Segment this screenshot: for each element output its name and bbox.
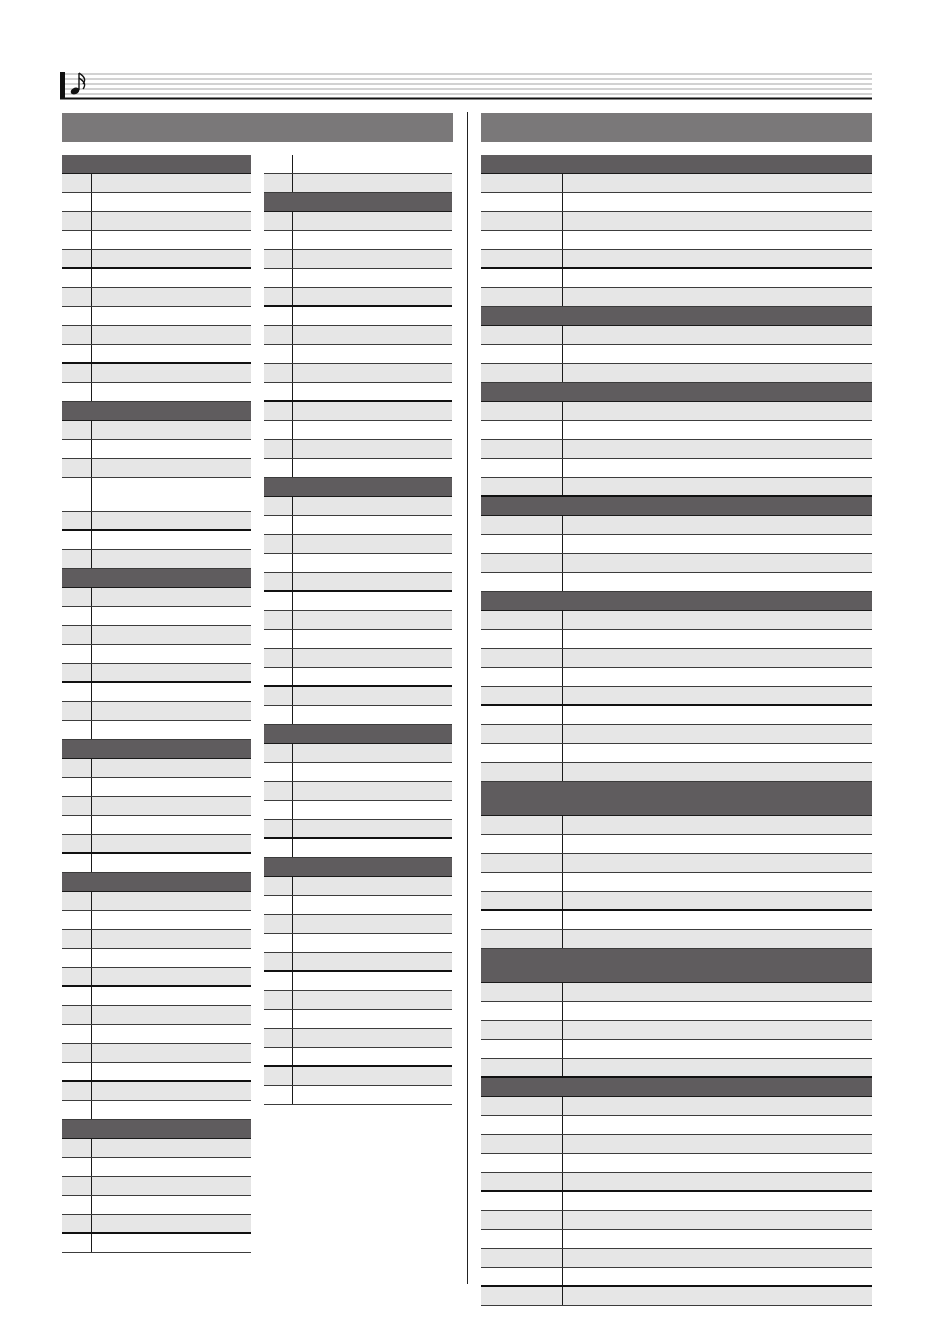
section-band xyxy=(481,782,872,816)
table-row xyxy=(481,1211,872,1230)
table-row xyxy=(62,1177,251,1196)
table-row xyxy=(481,1135,872,1154)
table-row xyxy=(62,816,251,835)
table-row xyxy=(62,421,251,440)
table-row xyxy=(481,1097,872,1116)
table-row xyxy=(481,1268,872,1287)
table-row xyxy=(481,816,872,835)
table-row xyxy=(264,668,452,687)
table-row xyxy=(481,983,872,1002)
table-row xyxy=(481,193,872,212)
right-panel-header xyxy=(481,113,872,142)
table-row xyxy=(481,364,872,383)
table-row xyxy=(62,288,251,307)
table-row xyxy=(481,611,872,630)
section-band xyxy=(264,193,452,212)
table-row xyxy=(264,364,452,383)
table-row xyxy=(264,896,452,915)
table-row xyxy=(264,706,452,725)
table-row xyxy=(481,516,872,535)
table-row xyxy=(481,835,872,854)
table-row xyxy=(481,668,872,687)
table-row xyxy=(481,706,872,725)
table-row xyxy=(264,155,452,174)
table-row xyxy=(62,1082,251,1101)
table-row xyxy=(481,1287,872,1306)
table-row xyxy=(264,554,452,573)
table-row xyxy=(264,250,452,269)
table-row xyxy=(264,212,452,231)
table-row xyxy=(264,972,452,991)
section-band xyxy=(264,725,452,744)
table-row xyxy=(62,212,251,231)
table-row xyxy=(481,1249,872,1268)
section-band xyxy=(481,383,872,402)
table-row xyxy=(62,1196,251,1215)
table-row xyxy=(264,307,452,326)
table-row xyxy=(62,531,251,550)
table-row xyxy=(62,778,251,797)
table-row xyxy=(62,968,251,987)
table-row xyxy=(62,1215,251,1234)
table-row xyxy=(481,1154,872,1173)
table-row xyxy=(481,535,872,554)
table-row xyxy=(264,440,452,459)
table-row xyxy=(62,892,251,911)
table-row xyxy=(62,250,251,269)
table-row xyxy=(481,402,872,421)
table-row xyxy=(264,383,452,402)
table-row xyxy=(62,383,251,402)
table-row xyxy=(481,687,872,706)
table-row xyxy=(481,892,872,911)
section-band xyxy=(481,497,872,516)
section-band xyxy=(62,1120,251,1139)
table-row xyxy=(62,721,251,740)
section-band xyxy=(264,858,452,877)
table-row xyxy=(481,174,872,193)
section-band xyxy=(62,569,251,588)
column-divider xyxy=(467,112,468,1284)
table-row xyxy=(481,1230,872,1249)
table-row xyxy=(481,630,872,649)
table-row xyxy=(264,991,452,1010)
section-band xyxy=(62,873,251,892)
table-row xyxy=(264,516,452,535)
table-row xyxy=(264,1029,452,1048)
table-row xyxy=(62,1101,251,1120)
table-row xyxy=(264,649,452,668)
table-row xyxy=(264,839,452,858)
table-row xyxy=(264,288,452,307)
table-row xyxy=(62,854,251,873)
table-row xyxy=(481,269,872,288)
table-row xyxy=(62,702,251,721)
table-row xyxy=(481,326,872,345)
table-row xyxy=(62,512,251,531)
table-row xyxy=(264,687,452,706)
table-row xyxy=(62,683,251,702)
table-row xyxy=(62,1006,251,1025)
table-row xyxy=(481,1116,872,1135)
table-row xyxy=(481,911,872,930)
table-row xyxy=(264,326,452,345)
table-row xyxy=(481,1021,872,1040)
table-row xyxy=(264,915,452,934)
table-row xyxy=(264,497,452,516)
table-row xyxy=(62,1063,251,1082)
table-row xyxy=(481,421,872,440)
table-row xyxy=(62,269,251,288)
table-row xyxy=(62,645,251,664)
table-row xyxy=(62,664,251,683)
section-band xyxy=(481,949,872,983)
table-row xyxy=(62,550,251,569)
section-band xyxy=(264,478,452,497)
section-band xyxy=(62,740,251,759)
sixteenth-note-icon xyxy=(60,70,872,100)
table-row xyxy=(62,231,251,250)
table-row xyxy=(481,930,872,949)
table-row xyxy=(481,854,872,873)
table-row xyxy=(264,782,452,801)
table-row xyxy=(481,554,872,573)
section-band xyxy=(481,592,872,611)
table-row xyxy=(62,307,251,326)
section-band xyxy=(62,155,251,174)
table-row xyxy=(62,949,251,968)
table-row xyxy=(62,440,251,459)
table-row xyxy=(62,193,251,212)
table-row xyxy=(481,1173,872,1192)
table-row xyxy=(62,911,251,930)
table-row xyxy=(481,250,872,269)
section-band xyxy=(481,1078,872,1097)
table-row xyxy=(264,630,452,649)
table-row xyxy=(481,288,872,307)
table-row xyxy=(62,1025,251,1044)
table-row xyxy=(481,459,872,478)
table-row xyxy=(264,1010,452,1029)
table-row xyxy=(264,1086,452,1105)
table-row xyxy=(264,877,452,896)
table-row xyxy=(481,478,872,497)
table-row xyxy=(62,588,251,607)
table-row xyxy=(62,1158,251,1177)
table-row xyxy=(264,1048,452,1067)
table-row xyxy=(264,820,452,839)
table-row xyxy=(62,930,251,949)
table-row xyxy=(481,231,872,250)
table-row xyxy=(62,364,251,383)
table-row xyxy=(62,478,251,512)
table-row xyxy=(264,744,452,763)
table-row xyxy=(264,763,452,782)
table-row xyxy=(481,649,872,668)
table-row xyxy=(481,1059,872,1078)
table-row xyxy=(264,934,452,953)
table-row xyxy=(481,212,872,231)
table-row xyxy=(264,611,452,630)
music-staff-header xyxy=(60,70,872,100)
table-row xyxy=(481,763,872,782)
table-row xyxy=(264,269,452,288)
table-row xyxy=(481,440,872,459)
table-row xyxy=(264,801,452,820)
table-row xyxy=(264,592,452,611)
table-row xyxy=(481,573,872,592)
table-row xyxy=(264,953,452,972)
table-row xyxy=(62,1044,251,1063)
table-row xyxy=(481,1192,872,1211)
table-row xyxy=(62,626,251,645)
table-row xyxy=(481,1040,872,1059)
table-row xyxy=(264,174,452,193)
table-row xyxy=(264,535,452,554)
table-row xyxy=(62,759,251,778)
table-row xyxy=(62,1139,251,1158)
table-row xyxy=(62,345,251,364)
table-row xyxy=(264,573,452,592)
right-panel-table xyxy=(481,155,872,1306)
table-row xyxy=(62,987,251,1006)
section-band xyxy=(62,402,251,421)
table-row xyxy=(481,345,872,364)
table-row xyxy=(264,402,452,421)
table-row xyxy=(62,326,251,345)
table-row xyxy=(264,421,452,440)
table-row xyxy=(481,873,872,892)
left-column-1-table xyxy=(62,155,251,1253)
table-row xyxy=(62,1234,251,1253)
section-band xyxy=(481,307,872,326)
table-row xyxy=(62,797,251,816)
section-band xyxy=(481,155,872,174)
table-row xyxy=(264,459,452,478)
table-row xyxy=(481,1002,872,1021)
table-row xyxy=(62,459,251,478)
left-column-2-table xyxy=(264,155,452,1105)
table-row xyxy=(264,1067,452,1086)
table-row xyxy=(264,231,452,250)
table-row xyxy=(481,744,872,763)
table-row xyxy=(264,345,452,364)
left-panel-header xyxy=(62,113,453,142)
table-row xyxy=(62,835,251,854)
table-row xyxy=(62,174,251,193)
table-row xyxy=(62,607,251,626)
table-row xyxy=(481,725,872,744)
